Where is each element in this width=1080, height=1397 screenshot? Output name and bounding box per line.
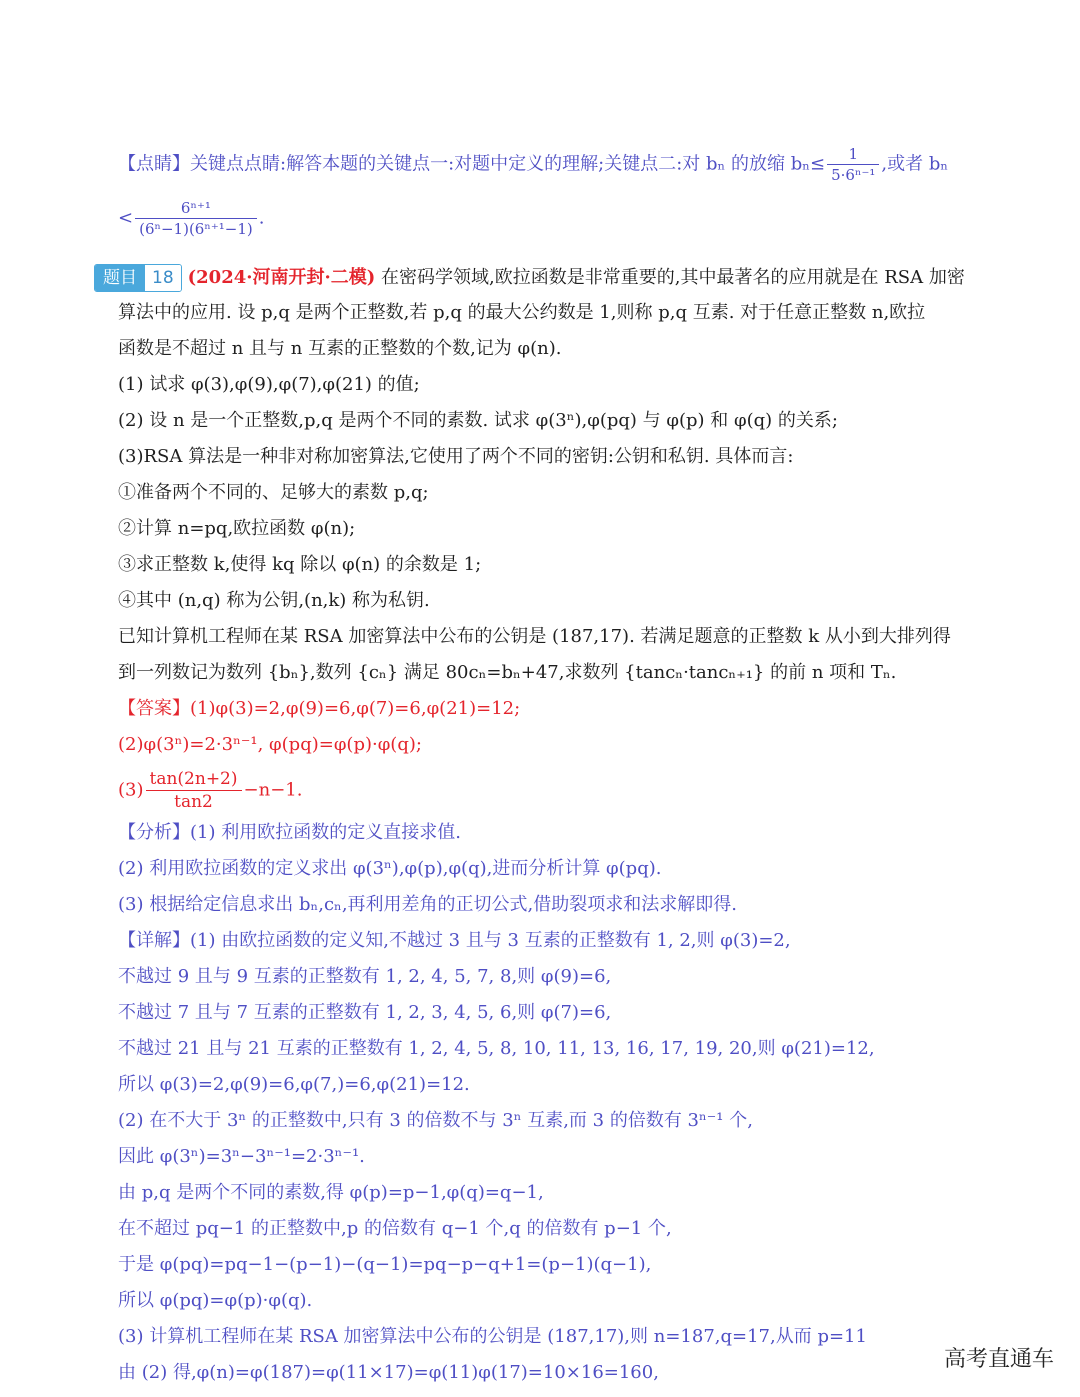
solution-line: 所以 φ(pq)=φ(p)·φ(q). — [118, 1290, 313, 1311]
fraction-denominator: 5·6ⁿ⁻¹ — [827, 164, 879, 185]
answer-fraction — [146, 768, 242, 813]
answer-line-1 — [118, 696, 520, 722]
solution-line: 不越过 9 且与 9 互素的正整数有 1, 2, 4, 5, 7, 8,则 φ(9)=6, — [118, 966, 612, 987]
solution-line: 所以 φ(3)=2,φ(9)=6,φ(7,)=6,φ(21)=12. — [118, 1074, 470, 1095]
analysis-text: (1) 利用欧拉函数的定义直接求值. — [190, 822, 461, 843]
answer-text: (1)φ(3)=2,φ(9)=6,φ(7)=6,φ(21)=12; — [190, 698, 521, 719]
solution-line: (3) 计算机工程师在某 RSA 加密算法中公布的公钥是 (187,17),则 n=187,q=17,从而 p=11 — [118, 1326, 867, 1347]
problem-line: ④其中 (n,q) 称为公钥,(n,k) 称为私钥. — [118, 590, 430, 611]
problem-line: 函数是不超过 n 且与 n 互素的正整数的个数,记为 φ(n). — [118, 338, 562, 359]
analysis-line-1 — [118, 820, 461, 846]
fraction-denominator: tan2 — [146, 790, 242, 813]
problem-line: (2) 设 n 是一个正整数,p,q 是两个不同的素数. 试求 φ(3ⁿ),φ(pq) 与 φ(p) 和 φ(q) 的关系; — [118, 410, 838, 431]
fraction-numerator: tan(2n+2) — [149, 769, 238, 789]
less-than-sign: < — [118, 207, 134, 229]
solution-line: 由 (2) 得,φ(n)=φ(187)=φ(11×17)=φ(11)φ(17)=10×16=160, — [118, 1362, 659, 1383]
problem-badge — [94, 264, 182, 292]
answer-line-3 — [118, 768, 302, 813]
problem-text: 在密码学领域,欧拉函数是非常重要的,其中最著名的应用就是在 RSA 加密 — [381, 267, 965, 288]
note-fraction-1 — [827, 144, 879, 185]
note-label: 【点睛】 — [118, 153, 190, 175]
note-line-2 — [118, 198, 264, 239]
fraction-numerator: 1 — [848, 145, 859, 163]
problem-line: (3)RSA 算法是一种非对称加密算法,它使用了两个不同的密钥:公钥和私钥. 具体而言: — [118, 446, 794, 467]
note-text: 关键点点睛:解答本题的关键点一:对题中定义的理解;关键点二:对 bₙ 的放缩 bₙ≤ — [190, 153, 826, 175]
answer-tail: −n−1. — [243, 779, 303, 801]
answer-prefix: (3) — [118, 779, 144, 801]
solution-line: 不越过 21 且与 21 互素的正整数有 1, 2, 4, 5, 8, 10, 11, 13, 16, 17, 19, 20,则 φ(21)=12, — [118, 1038, 875, 1059]
fraction-numerator: 6ⁿ⁺¹ — [180, 199, 211, 217]
solution-line: 由 p,q 是两个不同的素数,得 φ(p)=p−1,φ(q)=q−1, — [118, 1182, 544, 1203]
analysis-line: (2) 利用欧拉函数的定义求出 φ(3ⁿ),φ(p),φ(q),进而分析计算 φ(pq). — [118, 858, 662, 879]
solution-line: 不越过 7 且与 7 互素的正整数有 1, 2, 3, 4, 5, 6,则 φ(7)=6, — [118, 1002, 612, 1023]
fraction-denominator: (6ⁿ−1)(6ⁿ⁺¹−1) — [135, 218, 257, 239]
badge-number: 18 — [145, 265, 181, 291]
solution-line-1 — [118, 928, 791, 954]
problem-line: ②计算 n=pq,欧拉函数 φ(n); — [118, 518, 356, 539]
problem-line: (1) 试求 φ(3),φ(9),φ(7),φ(21) 的值; — [118, 374, 420, 395]
solution-text: (1) 由欧拉函数的定义知,不越过 3 且与 3 互素的正整数有 1, 2,则 φ(3)=2, — [190, 930, 791, 951]
analysis-line: (3) 根据给定信息求出 bₙ,cₙ,再利用差角的正切公式,借助裂项求和法求解即得. — [118, 894, 738, 915]
problem-line: 算法中的应用. 设 p,q 是两个正整数,若 p,q 的最大公约数是 1,则称 p,q 互素. 对于任意正整数 n,欧拉 — [118, 302, 926, 323]
problem-line: ①准备两个不同的、足够大的素数 p,q; — [118, 482, 429, 503]
solution-line: (2) 在不大于 3ⁿ 的正整数中,只有 3 的倍数不与 3ⁿ 互素,而 3 的倍数有 3ⁿ⁻¹ 个, — [118, 1110, 753, 1131]
analysis-label: 【分析】 — [118, 822, 190, 843]
answer-label: 【答案】 — [118, 698, 190, 719]
note-tail: ,或者 bₙ — [881, 153, 949, 175]
solution-label: 【详解】 — [118, 930, 190, 951]
answer-line-2: (2)φ(3ⁿ)=2·3ⁿ⁻¹, φ(pq)=φ(p)·φ(q); — [118, 734, 422, 755]
watermark-text: 高考直通车 — [944, 1347, 1055, 1372]
problem-line: 已知计算机工程师在某 RSA 加密算法中公布的公钥是 (187,17). 若满足题意的正整数 k 从小到大排列得 — [118, 626, 951, 647]
problem-line: 到一列数记为数列 {bₙ},数列 {cₙ} 满足 80cₙ=bₙ+47,求数列 {tancₙ·tancₙ₊₁} 的前 n 项和 Tₙ. — [118, 662, 897, 683]
problem-line-1 — [94, 264, 965, 292]
note-tail-2: . — [258, 207, 265, 229]
problem-source: (2024·河南开封·二模) — [187, 267, 376, 288]
note-fraction-2 — [135, 198, 257, 239]
note-line-1 — [118, 144, 948, 185]
badge-label: 题目 — [95, 265, 145, 291]
problem-line: ③求正整数 k,使得 kq 除以 φ(n) 的余数是 1; — [118, 554, 482, 575]
solution-line: 于是 φ(pq)=pq−1−(p−1)−(q−1)=pq−p−q+1=(p−1)(q−1), — [118, 1254, 652, 1275]
solution-line: 因此 φ(3ⁿ)=3ⁿ−3ⁿ⁻¹=2·3ⁿ⁻¹. — [118, 1146, 365, 1167]
solution-line: 在不超过 pq−1 的正整数中,p 的倍数有 q−1 个,q 的倍数有 p−1 个, — [118, 1218, 672, 1239]
